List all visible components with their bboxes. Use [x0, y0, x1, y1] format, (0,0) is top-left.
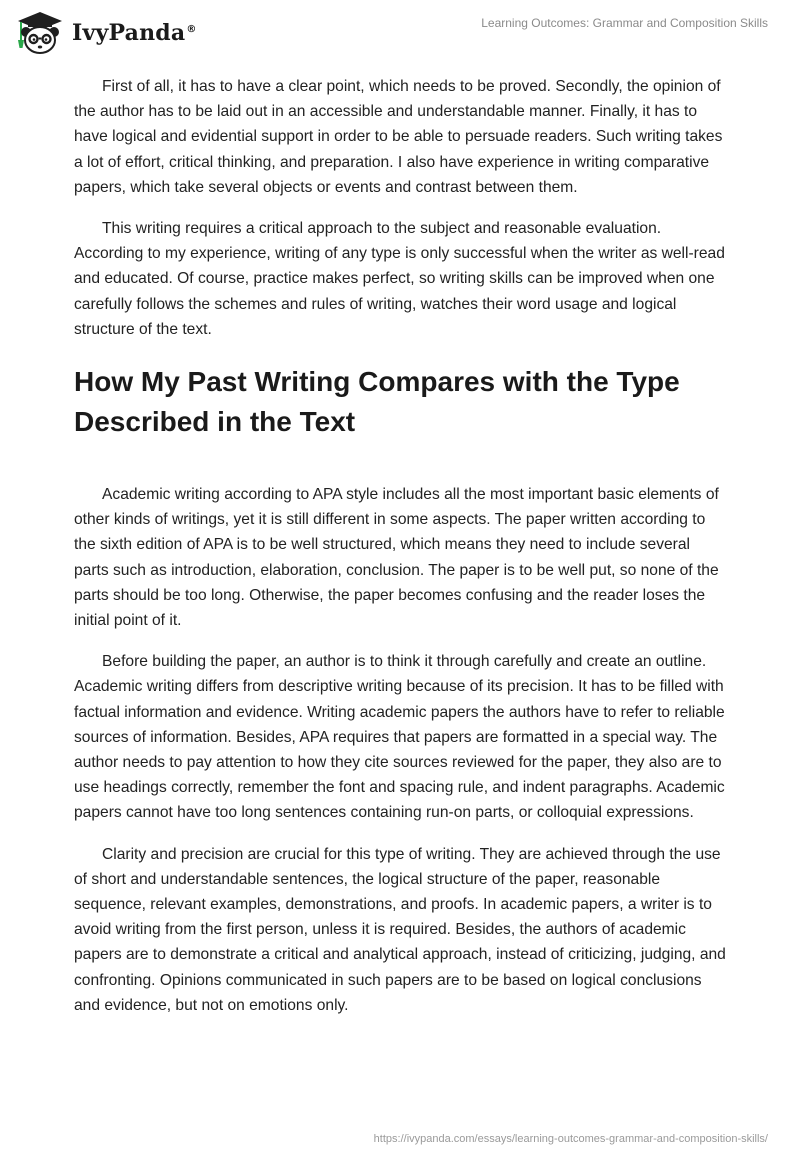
registered-mark: ®	[186, 23, 197, 35]
paragraph: Clarity and precision are crucial for this type of writing. They are achieved through the use of short and understandable sentences, the logical structure of the paper, reasonable sequence, relevant examples, demonstrations, and proofs. In academic papers, a writer is to avoid writing from the first person, unless it is required. Besides, the authors of academic papers are to demonstrate a critical and analytical approach, instead of criticizing, judging, and confronting. Opinions communicated in such papers are to be based on logical conclusions and evidence, but not on emotions only.	[74, 845, 726, 1014]
logo-name: IvyPanda	[72, 20, 186, 46]
source-url[interactable]: https://ivypanda.com/essays/learning-outcomes-grammar-and-composition-skills/	[373, 1133, 768, 1145]
paragraph: Before building the paper, an author is to think it through carefully and create an outline. Academic writing differs from descriptive writing because of its precision. It has to be filled with factual information and evidence. Writing academic papers the authors have to refer to reliable sources of information. Besides, APA requires that papers are formatted in a special way. The author needs to pay attention to how they cite sources reviewed for the paper, they also are to use headings correctly, remember the font and spacing rule, and indent paragraphs. Academic papers cannot have too long sentences containing run-on parts, or colloquial expressions.	[74, 653, 725, 822]
paragraph: This writing requires a critical approach to the subject and reasonable evaluation. According to my experience, writing of any type is only successful when the writer as well-read and educated. Of course, practice makes perfect, so writing skills can be improved when one carefully follows the schemes and rules of writing, watches their word usage and logical structure of the text.	[74, 220, 725, 338]
paragraph: Academic writing according to APA style includes all the most important basic elements of other kinds of writings, yet it is still different in some aspects. The paper written according to the sixth edition of APA is to be well structured, which means they need to include several parts such as introduction, elaboration, conclusion. The paper is to be well put, so none of the parts should be too long. Otherwise, the paper becomes confusing and the reader loses the initial point of it.	[74, 486, 719, 630]
essay-body	[74, 74, 728, 1034]
paragraph: First of all, it has to have a clear point, which needs to be proved. Secondly, the opinion of the author has to be laid out in an accessible and understandable manner. Finally, it has to have logical and evidential support in order to be able to persuade readers. Such writing takes a lot of effort, critical thinking, and preparation. I also have experience in writing comparative papers, which take several objects or events and contrast between them.	[74, 78, 723, 196]
panda-graduate-icon	[14, 10, 66, 56]
ivypanda-logo[interactable]	[14, 10, 197, 56]
page-header	[0, 0, 800, 70]
section-heading: How My Past Writing Compares with the Type Described in the Text	[74, 366, 680, 438]
logo-wordmark	[72, 20, 197, 46]
document-title: Learning Outcomes: Grammar and Composition Skills	[481, 16, 768, 30]
